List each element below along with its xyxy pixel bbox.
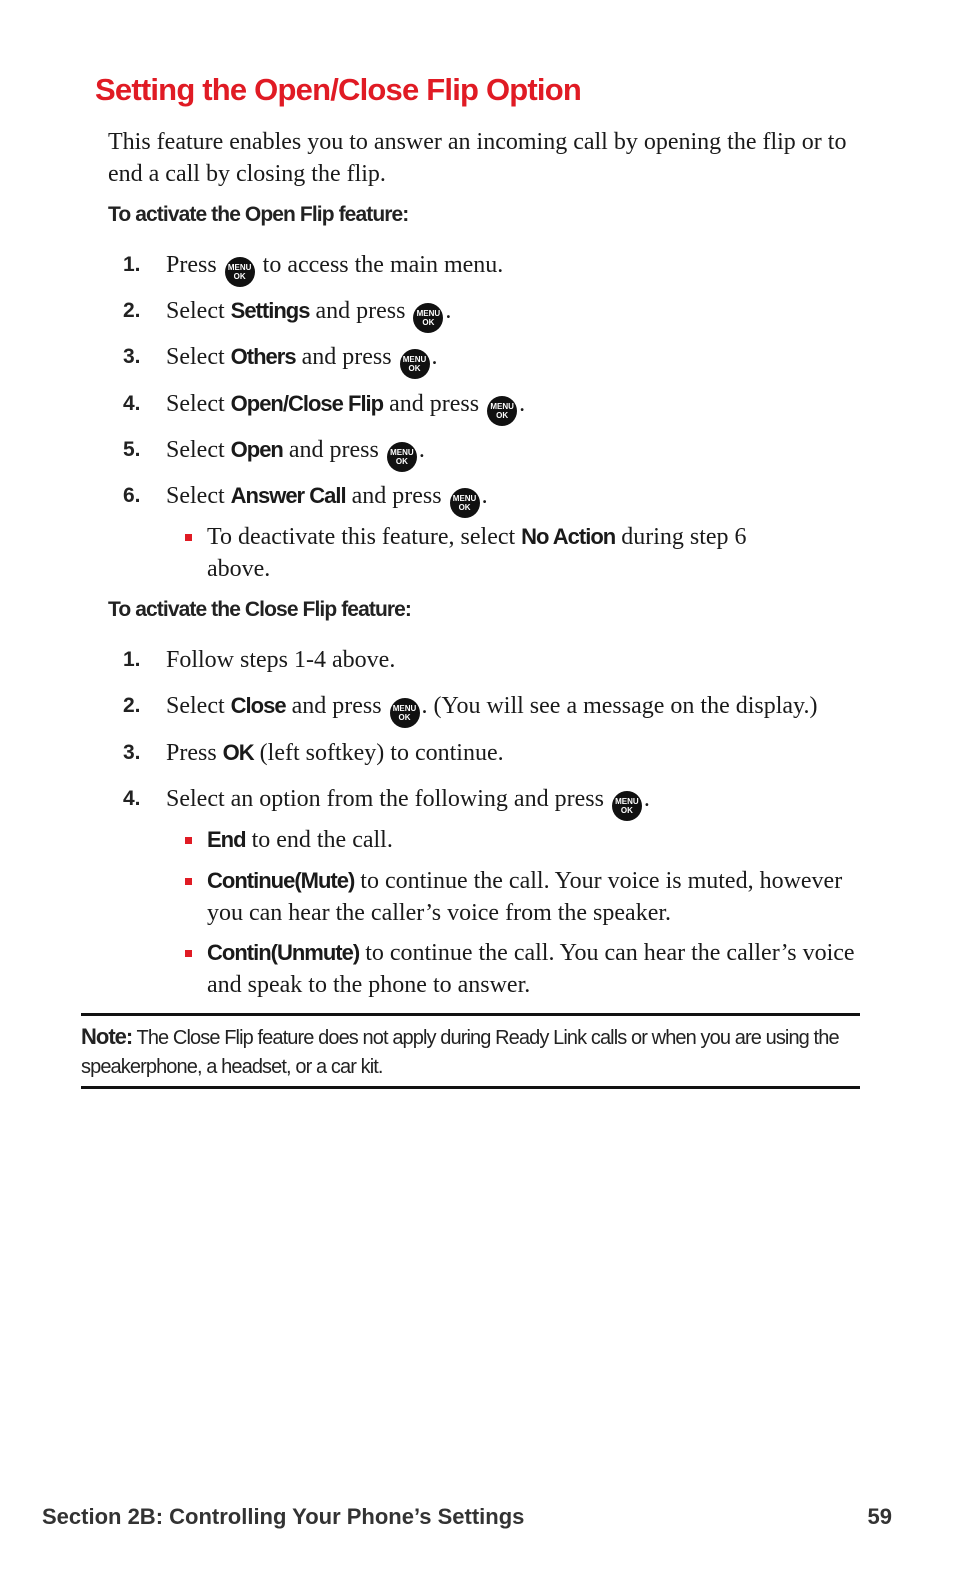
menu-option-contin-unmute: Contin(Unmute): [207, 940, 360, 965]
bullet-square-icon: [185, 837, 192, 844]
step-number: 2.: [123, 694, 141, 717]
step-text: Select Others and press MENU OK .: [166, 341, 438, 379]
open-flip-step-2: [123, 295, 883, 327]
step-text: Press MENU OK to access the main menu.: [166, 249, 503, 287]
step-number: 3.: [123, 741, 141, 764]
close-flip-heading: To activate the Close Flip feature:: [108, 598, 412, 621]
menu-option-open-close-flip: Open/Close Flip: [230, 391, 384, 416]
open-flip-step-5: [123, 434, 883, 466]
close-flip-step-4: [123, 783, 883, 815]
step-text: Select Open and press MENU OK .: [166, 434, 425, 472]
menu-option-close: Close: [230, 693, 286, 718]
page-title: Setting the Open/Close Flip Option: [95, 72, 582, 107]
note-text: Note: The Close Flip feature does not apply during Ready Link calls or when you are using the speakerphone, a headset, or a car kit.: [81, 1024, 839, 1078]
close-flip-step-1: [123, 644, 883, 676]
open-flip-step-1: [123, 249, 883, 281]
menu-ok-key-icon: MENU OK: [225, 257, 255, 287]
menu-option-end: End: [207, 827, 246, 852]
bullet-square-icon: [185, 534, 192, 541]
menu-ok-key-icon: MENU OK: [413, 303, 443, 333]
menu-option-answer-call: Answer Call: [230, 483, 346, 508]
menu-ok-key-icon: MENU OK: [612, 791, 642, 821]
menu-ok-key-icon: MENU OK: [400, 349, 430, 379]
step-number: 5.: [123, 438, 141, 461]
menu-option-others: Others: [230, 344, 296, 369]
close-flip-step-2: [123, 690, 883, 722]
step-text: Press OK (left softkey) to continue.: [166, 740, 504, 766]
close-flip-step-3: [123, 737, 883, 769]
step-text: Select Close and press MENU OK . (You will see a message on the display.): [166, 690, 818, 728]
menu-option-continue-mute: Continue(Mute): [207, 868, 355, 893]
footer-page-number: 59: [867, 1504, 892, 1529]
intro-paragraph: This feature enables you to answer an incoming call by opening the flip or to end a call by closing the flip.: [108, 129, 847, 187]
menu-option-open: Open: [230, 437, 283, 462]
open-flip-heading: To activate the Open Flip feature:: [108, 203, 409, 226]
bullet-square-icon: [185, 878, 192, 885]
step-number: 2.: [123, 299, 141, 322]
note-label: Note:: [81, 1024, 133, 1049]
menu-ok-key-icon: MENU OK: [390, 698, 420, 728]
menu-option-settings: Settings: [230, 298, 310, 323]
bullet-text: To deactivate this feature, select No Action during step 6 above.: [207, 524, 747, 582]
bullet-text: Contin(Unmute) to continue the call. You can hear the caller’s voice and speak to the phone to answer.: [207, 940, 855, 998]
footer-section-title: Section 2B: Controlling Your Phone’s Settings: [42, 1504, 525, 1529]
menu-ok-key-icon: MENU OK: [387, 442, 417, 472]
step-text: Select Answer Call and press MENU OK .: [166, 480, 488, 518]
open-flip-step-4: [123, 388, 883, 420]
softkey-ok: OK: [222, 740, 254, 765]
step-number: 4.: [123, 392, 141, 415]
menu-ok-key-icon: MENU OK: [487, 396, 517, 426]
bullet-square-icon: [185, 950, 192, 957]
step-number: 1.: [123, 253, 141, 276]
open-flip-step-3: [123, 341, 883, 373]
step-text: Select an option from the following and press MENU OK .: [166, 783, 650, 821]
menu-ok-key-icon: MENU OK: [450, 488, 480, 518]
step-number: 4.: [123, 787, 141, 810]
step-text: Select Settings and press MENU OK .: [166, 295, 451, 333]
step-number: 3.: [123, 345, 141, 368]
menu-option-no-action: No Action: [521, 524, 616, 549]
open-flip-step-6: [123, 480, 883, 512]
note-box: [81, 1013, 860, 1089]
step-text: Follow steps 1-4 above.: [166, 647, 396, 673]
step-number: 6.: [123, 484, 141, 507]
step-text: Select Open/Close Flip and press MENU OK .: [166, 388, 525, 426]
bullet-text: End to end the call.: [207, 827, 393, 853]
bullet-text: Continue(Mute) to continue the call. Your voice is muted, however you can hear the caller’s voice from the speaker.: [207, 868, 843, 926]
step-number: 1.: [123, 648, 141, 671]
